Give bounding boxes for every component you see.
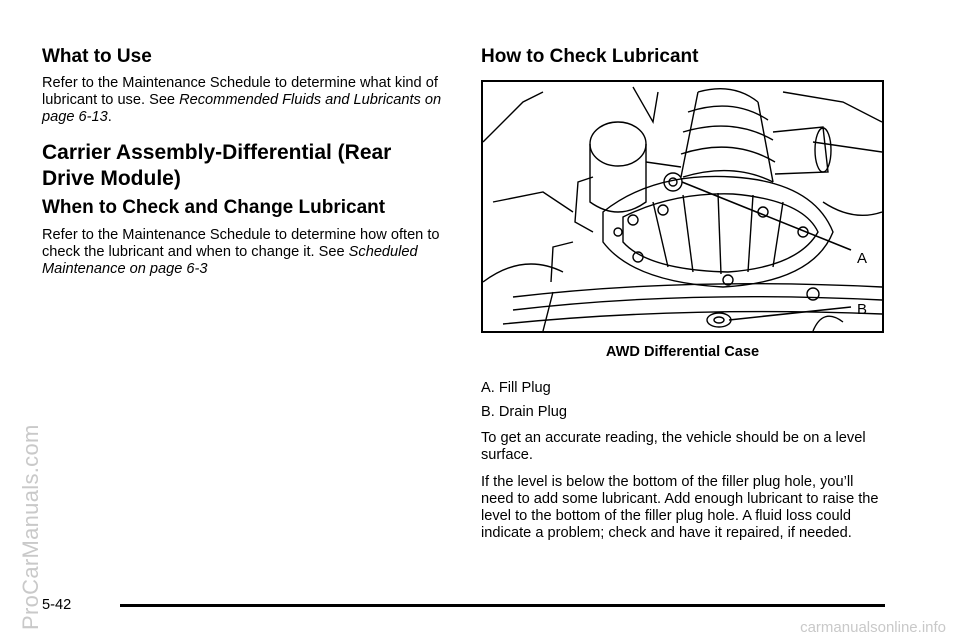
recommended-fluids-reference: Recommended Fluids and Lubricants on page 6-13 bbox=[42, 92, 442, 125]
level-paragraph: If the level is below the bottom of the filler plug hole, you’ll need to add some lubricant. Add enough lubricant to raise the level to the bottom of the filler plug hole. A fluid loss could indicate a problem; check and have it repaired, if needed. bbox=[481, 474, 879, 541]
legend-fill-plug: A. Fill Plug bbox=[481, 380, 551, 396]
what-to-use-heading: What to Use bbox=[42, 46, 152, 67]
what-to-use-paragraph bbox=[42, 75, 442, 126]
footer-site-mark: carmanualsonline.info bbox=[800, 619, 946, 636]
accurate-reading-paragraph: To get an accurate reading, the vehicle should be on a level surface. bbox=[481, 430, 866, 463]
scheduled-maintenance-reference: Scheduled Maintenance on page 6-3 bbox=[42, 244, 418, 277]
what-to-use-text: Refer to the Maintenance Schedule to determine what kind of lubricant to use. See bbox=[42, 75, 438, 108]
page-number: 5-42 bbox=[42, 597, 72, 613]
when-to-check-heading: When to Check and Change Lubricant bbox=[42, 197, 386, 218]
side-watermark: ProCarManuals.com bbox=[18, 424, 43, 630]
differential-drawing bbox=[483, 82, 882, 331]
carrier-assembly-heading: Carrier Assembly-Differential (Rear Drive Module) bbox=[42, 141, 392, 190]
when-to-check-text: Refer to the Maintenance Schedule to determine how often to check the lubricant and when to change it. See bbox=[42, 227, 440, 260]
legend-drain-plug: B. Drain Plug bbox=[481, 404, 567, 420]
footer-rule bbox=[120, 604, 885, 607]
when-to-check-paragraph bbox=[42, 227, 442, 278]
figure-caption: AWD Differential Case bbox=[605, 344, 760, 360]
how-to-check-heading: How to Check Lubricant bbox=[481, 46, 699, 67]
callout-label-b: B bbox=[857, 301, 868, 318]
differential-case-illustration bbox=[481, 80, 884, 333]
callout-label-a: A bbox=[857, 250, 868, 267]
what-to-use-tail: . bbox=[107, 109, 112, 125]
